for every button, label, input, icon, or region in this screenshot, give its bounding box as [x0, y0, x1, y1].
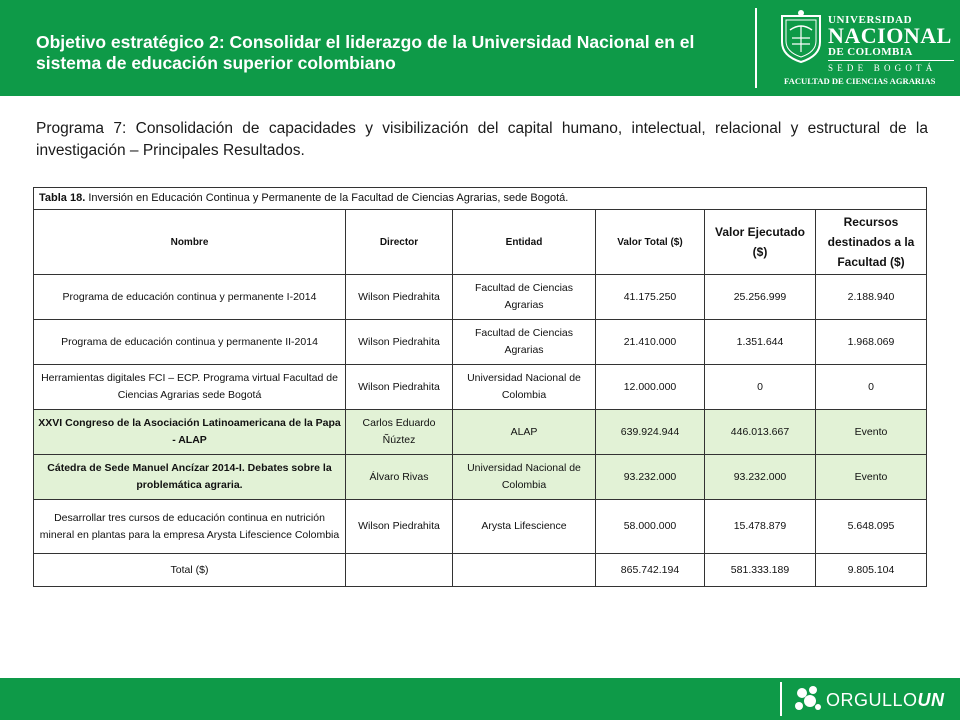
cell-recursos: 1.968.069: [816, 320, 927, 365]
orgullo-un-logo: [790, 682, 950, 716]
cell-entidad: Facultad de Ciencias Agrarias: [453, 275, 596, 320]
cell-entidad: Arysta Lifescience: [453, 500, 596, 554]
cell-recursos: 2.188.940: [816, 275, 927, 320]
cell-entidad: Universidad Nacional de Colombia: [453, 365, 596, 410]
header-nombre: Nombre: [34, 210, 346, 275]
footer-bar: [0, 678, 960, 720]
table-row: [34, 500, 927, 554]
cell-total-label: Total ($): [34, 554, 346, 587]
header-director: Director: [346, 210, 453, 275]
logo-line-sede: SEDE BOGOTÁ: [828, 60, 954, 74]
cell-director: Wilson Piedrahita: [346, 500, 453, 554]
logo-wordmark: [828, 14, 954, 74]
header-valor-ejecutado: Valor Ejecutado ($): [705, 210, 816, 275]
investment-table: [33, 187, 926, 587]
cell-director: Wilson Piedrahita: [346, 365, 453, 410]
cell-director: Wilson Piedrahita: [346, 275, 453, 320]
cell-valor-ejecutado: 446.013.667: [705, 410, 816, 455]
logo-line-universidad: UNIVERSIDAD: [828, 14, 913, 26]
table-caption-label: Tabla 18.: [39, 192, 86, 204]
logo-line-facultad: FACULTAD DE CIENCIAS AGRARIAS: [784, 76, 936, 86]
cell-director: Wilson Piedrahita: [346, 320, 453, 365]
header-bar: [0, 0, 960, 96]
cell-entidad: ALAP: [453, 410, 596, 455]
slide-title: Objetivo estratégico 2: Consolidar el liderazgo de la Universidad Nacional en el sistema de educación superior colombiano: [36, 32, 695, 73]
table-row-highlighted: [34, 455, 927, 500]
cell-director: Álvaro Rivas: [346, 455, 453, 500]
cell-nombre: Cátedra de Sede Manuel Ancízar 2014-I. Debates sobre la problemática agraria.: [34, 455, 346, 500]
header-divider: [755, 8, 757, 88]
cell-total-director: [346, 554, 453, 587]
cell-nombre: XXVI Congreso de la Asociación Latinoamericana de la Papa - ALAP: [34, 410, 346, 455]
cell-valor-ejecutado: 93.232.000: [705, 455, 816, 500]
logo-line-colombia: DE COLOMBIA: [828, 46, 913, 58]
cell-valor-ejecutado: 25.256.999: [705, 275, 816, 320]
university-logo: [778, 6, 954, 90]
table-row: [34, 365, 927, 410]
brand-suffix: UN: [917, 690, 945, 710]
cell-valor-total: 12.000.000: [596, 365, 705, 410]
cell-nombre: Desarrollar tres cursos de educación continua en nutrición mineral en plantas para la empresa Arysta Lifescience Colombia: [34, 500, 346, 554]
cell-recursos: 0: [816, 365, 927, 410]
table-caption-text: Inversión en Educación Continua y Permanente de la Facultad de Ciencias Agrarias, sede Bogotá.: [85, 192, 569, 204]
cell-recursos: Evento: [816, 455, 927, 500]
cell-nombre: Herramientas digitales FCI – ECP. Programa virtual Facultad de Ciencias Agrarias sede Bogotá: [34, 365, 346, 410]
cell-valor-total: 58.000.000: [596, 500, 705, 554]
cell-valor-ejecutado: 15.478.879: [705, 500, 816, 554]
cell-total-recursos: 9.805.104: [816, 554, 927, 587]
cell-valor-total: 639.924.944: [596, 410, 705, 455]
table-row: [34, 275, 927, 320]
header-recursos-facultad: Recursos destinados a la Facultad ($): [816, 210, 927, 275]
header-entidad: Entidad: [453, 210, 596, 275]
cell-nombre: Programa de educación continua y permanente II-2014: [34, 320, 346, 365]
cell-recursos: 5.648.095: [816, 500, 927, 554]
footer-divider: [780, 682, 782, 716]
university-seal-icon: [778, 8, 824, 64]
cell-valor-ejecutado: 1.351.644: [705, 320, 816, 365]
cell-total-valor-ejecutado: 581.333.189: [705, 554, 816, 587]
program-description: Programa 7: Consolidación de capacidades y visibilización del capital humano, intelectual, relacional y estructural de la investigación – Principales Resultados.: [36, 120, 928, 159]
logo-line-nacional: NACIONAL: [828, 23, 952, 48]
brand-prefix: ORGULLO: [826, 690, 918, 710]
table-row-highlighted: [34, 410, 927, 455]
cell-valor-ejecutado: 0: [705, 365, 816, 410]
cell-total-entidad: [453, 554, 596, 587]
cell-valor-total: 93.232.000: [596, 455, 705, 500]
cell-entidad: Universidad Nacional de Colombia: [453, 455, 596, 500]
table-total-row: [34, 554, 927, 587]
table-row: [34, 320, 927, 365]
cell-entidad: Facultad de Ciencias Agrarias: [453, 320, 596, 365]
header-valor-total: Valor Total ($): [596, 210, 705, 275]
cell-recursos: Evento: [816, 410, 927, 455]
cell-nombre: Programa de educación continua y permanente I-2014: [34, 275, 346, 320]
cell-director: Carlos Eduardo Ñúztez: [346, 410, 453, 455]
table-caption: [34, 188, 927, 210]
cell-valor-total: 21.410.000: [596, 320, 705, 365]
cell-valor-total: 41.175.250: [596, 275, 705, 320]
cell-total-valor-total: 865.742.194: [596, 554, 705, 587]
table-header-row: [34, 210, 927, 275]
orgullo-un-wordmark: [826, 690, 945, 711]
